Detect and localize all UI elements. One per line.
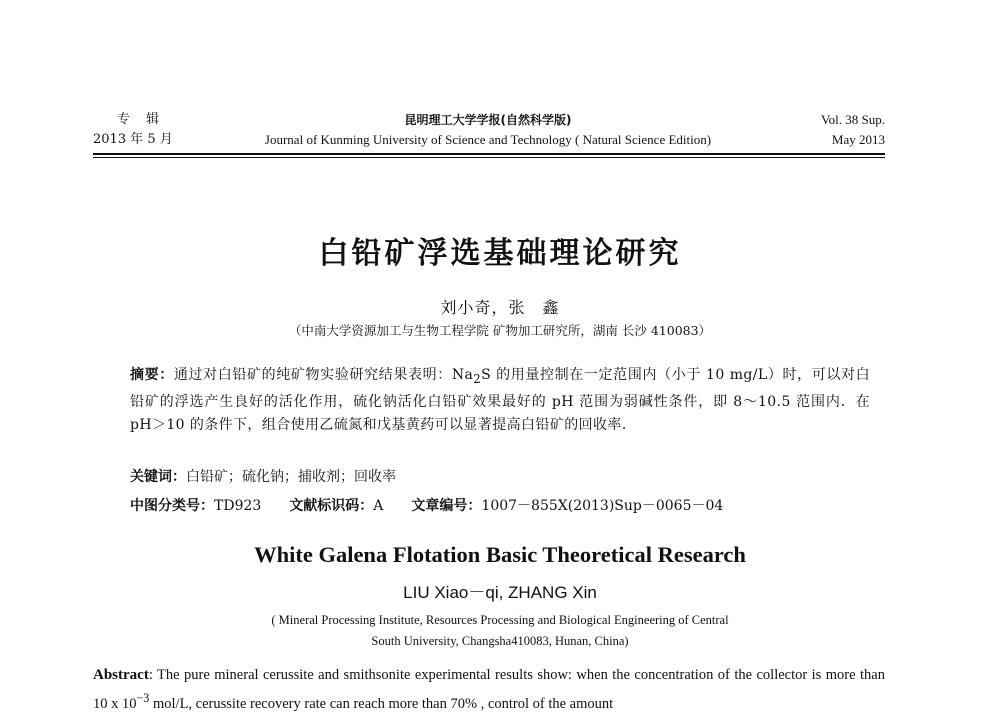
abstract-en-label: Abstract	[93, 667, 149, 683]
header-volume: Vol. 38 Sup.	[820, 112, 885, 127]
abstract-cn-subscript: 2	[473, 371, 482, 386]
classification-line	[130, 496, 870, 516]
abstract-en-superscript: −3	[136, 691, 150, 705]
header-special-issue: 专 辑	[117, 112, 166, 127]
paper-title-cn: 白铅矿浮选基础理论研究	[318, 236, 682, 271]
clc-value: TD923	[214, 498, 262, 514]
header-rule-thin	[93, 157, 885, 158]
paper-title-en: White Galena Flotation Basic Theoretical Research	[254, 542, 746, 567]
doc-code-label: 文献标识码：	[289, 498, 374, 514]
abstract-cn	[130, 364, 870, 437]
abstract-cn-label: 摘要：	[130, 367, 174, 383]
running-header	[93, 110, 885, 152]
header-date-en: May 2013	[831, 132, 885, 147]
keywords-cn	[130, 467, 870, 487]
authors-en: LIU Xiao－qi, ZHANG Xin	[403, 583, 597, 602]
abstract-cn-text-1: 通过对白铅矿的纯矿物实验研究结果表明：Na	[173, 367, 474, 383]
header-date-cn: 2013 年 5 月	[93, 132, 173, 147]
affiliation-en-line-1: ( Mineral Processing Institute, Resources Processing and Biological Engineering of Central	[271, 613, 729, 627]
header-journal-en: Journal of Kunming University of Science and Technology ( Natural Science Edition)	[264, 132, 712, 147]
authors-cn: 刘小奇，张 鑫	[440, 298, 560, 317]
clc-label: 中图分类号：	[130, 498, 214, 514]
affiliation-en	[200, 610, 800, 652]
header-journal-cn: 昆明理工大学学报(自然科学版)	[404, 113, 572, 127]
article-number-label: 文章编号：	[411, 498, 482, 514]
abstract-cn-text-2: S 的用量控制在一定范围内（小于 10 mg/L）时，可以对白铅矿的浮选产生良好的活化作用，硫化钠活化白铅矿效果最好的 pH 范围为弱碱性条件，即 8～10.5 范围内．在 pH＞10 的条件下，组合使用乙硫氮和戊基黄药可以显著提高白铅矿的回收率．	[130, 367, 870, 433]
abstract-en-text-2: mol/L, cerussite recovery rate can reach more than 70% , control of the amount	[149, 695, 614, 712]
header-issue-info	[93, 110, 203, 150]
keywords-cn-label: 关键词：	[130, 469, 186, 485]
abstract-en-text-1: : The pure mineral cerussite and smithsonite experimental results show: when the concentration of the collector is more than 10 x 10	[93, 667, 885, 712]
header-volume-info	[765, 110, 885, 150]
affiliation-cn: （中南大学资源加工与生物工程学院 矿物加工研究所，湖南 长沙 410083）	[288, 323, 712, 338]
affiliation-en-line-2: South University, Changsha410083, Hunan, China)	[371, 634, 629, 648]
header-journal	[223, 110, 753, 150]
article-number-value: 1007－855X(2013)Sup－0065－04	[481, 498, 724, 514]
doc-code-value: A	[373, 498, 384, 514]
keywords-cn-text: 白铅矿；硫化钠；捕收剂；回收率	[186, 469, 396, 485]
header-rule-thick	[93, 153, 885, 155]
abstract-en	[93, 664, 885, 716]
